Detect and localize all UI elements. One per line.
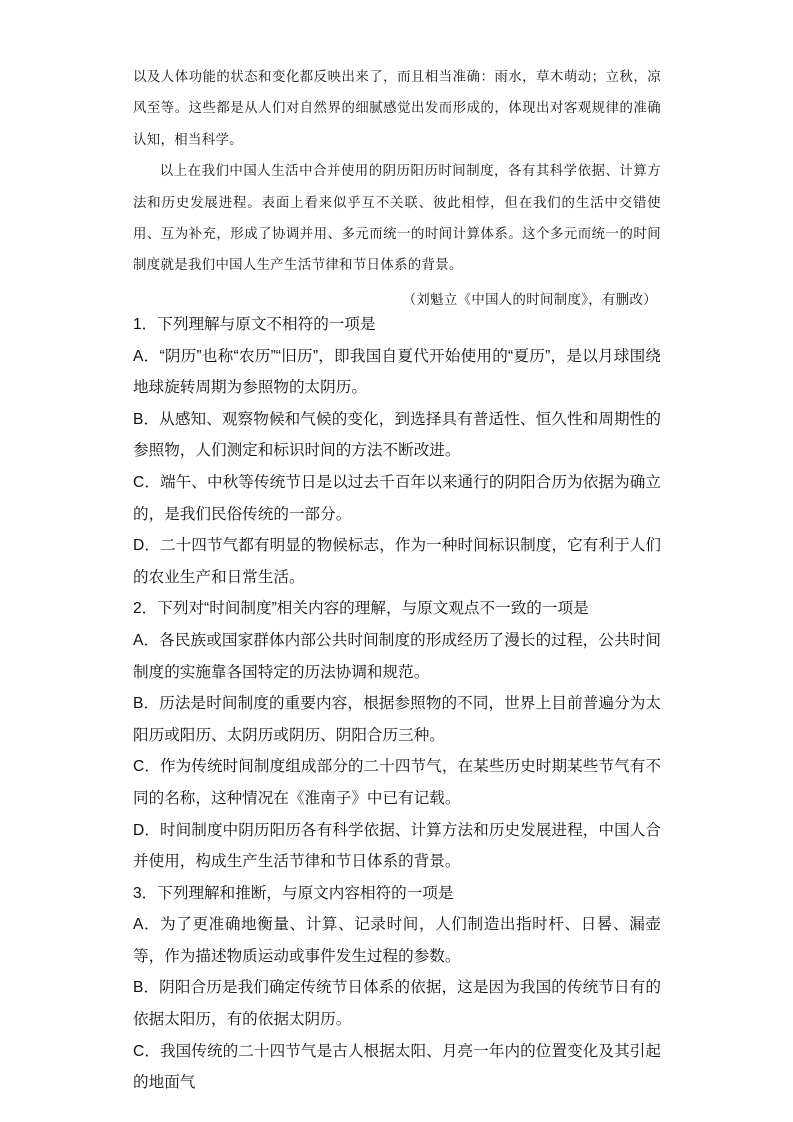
question-1 xyxy=(133,309,661,593)
option-b: B．历法是时间制度的重要内容，根据参照物的不同，世界上目前普遍分为太阳历或阳历、太阴历或阴历、阴阳合历三种。 xyxy=(133,695,661,744)
option-a: A．各民族或国家群体内部公共时间制度的形成经历了漫长的过程，公共时间制度的实施靠各国特定的历法协调和规范。 xyxy=(133,631,661,681)
passage-source: （刘魁立《中国人的时间制度》，有删改） xyxy=(402,292,657,308)
option-c: C．端午、中秋等传统节日是以过去千百年以来通行的阴阳合历为依据为确立的，是我们民俗传统的一部分。 xyxy=(133,473,661,523)
reading-passage xyxy=(133,62,661,316)
question-2 xyxy=(133,593,661,877)
question-list xyxy=(133,309,661,1099)
option-d: D．时间制度中阴历阳历各有科学依据、计算方法和历史发展进程，中国人合并使用，构成生产生活节律和节日体系的背景。 xyxy=(133,821,661,871)
option-a: A．“阴历”也称“农历”“旧历”，即我国自夏代开始使用的“夏历”，是以月球围绕地球旋转周期为参照物的太阴历。 xyxy=(133,347,661,397)
option-b: B．阴阳合历是我们确定传统节日体系的依据，这是因为我国的传统节日有的依据太阳历，有的依据太阴历。 xyxy=(133,979,661,1029)
option-a: A．为了更准确地衡量、计算、记录时间，人们制造出指时杆、日晷、漏壶等，作为描述物质运动或事件发生过程的参数。 xyxy=(133,916,661,965)
passage-paragraph: 以及人体功能的状态和变化都反映出来了，而且相当准确：雨水，草木萌动；立秋，凉风至等。这些都是从人们对自然界的细腻感觉出发而形成的，体现出对客观规律的准确认知，相当科学。 xyxy=(133,70,661,148)
question-stem: 1．下列理解与原文不相符的一项是 xyxy=(133,316,376,333)
option-d: D．二十四节气都有明显的物候标志，作为一种时间标识制度，它有利于人们的农业生产和日常生活。 xyxy=(133,537,661,586)
option-b: B．从感知、观察物候和气候的变化，到选择具有普适性、恒久性和周期性的参照物，人们测定和标识时间的方法不断改进。 xyxy=(133,410,661,460)
option-c: C．作为传统时间制度组成部分的二十四节气，在某些历史时期某些节气有不同的名称，这种情况在《淮南子》中已有记载。 xyxy=(133,758,661,807)
question-stem: 2．下列对“时间制度”相关内容的理解，与原文观点不一致的一项是 xyxy=(133,600,589,618)
option-c: C．我国传统的二十四节气是古人根据太阳、月亮一年内的位置变化及其引起的地面气 xyxy=(133,1042,661,1092)
passage-paragraph: 以上在我们中国人生活中合并使用的阴历阳历时间制度，各有其科学依据、计算方法和历史发展进程。表面上看来似乎互不关联、彼此相悖，但在我们的生活中交错使用、互为补充，形成了协调并用、多元而统一的时间计算体系。这个多元而统一的时间制度就是我们中国人生产生活节律和节日体系的背景。 xyxy=(133,164,661,274)
question-3 xyxy=(133,878,661,1099)
question-stem: 3．下列理解和推断，与原文内容相符的一项是 xyxy=(133,884,454,902)
